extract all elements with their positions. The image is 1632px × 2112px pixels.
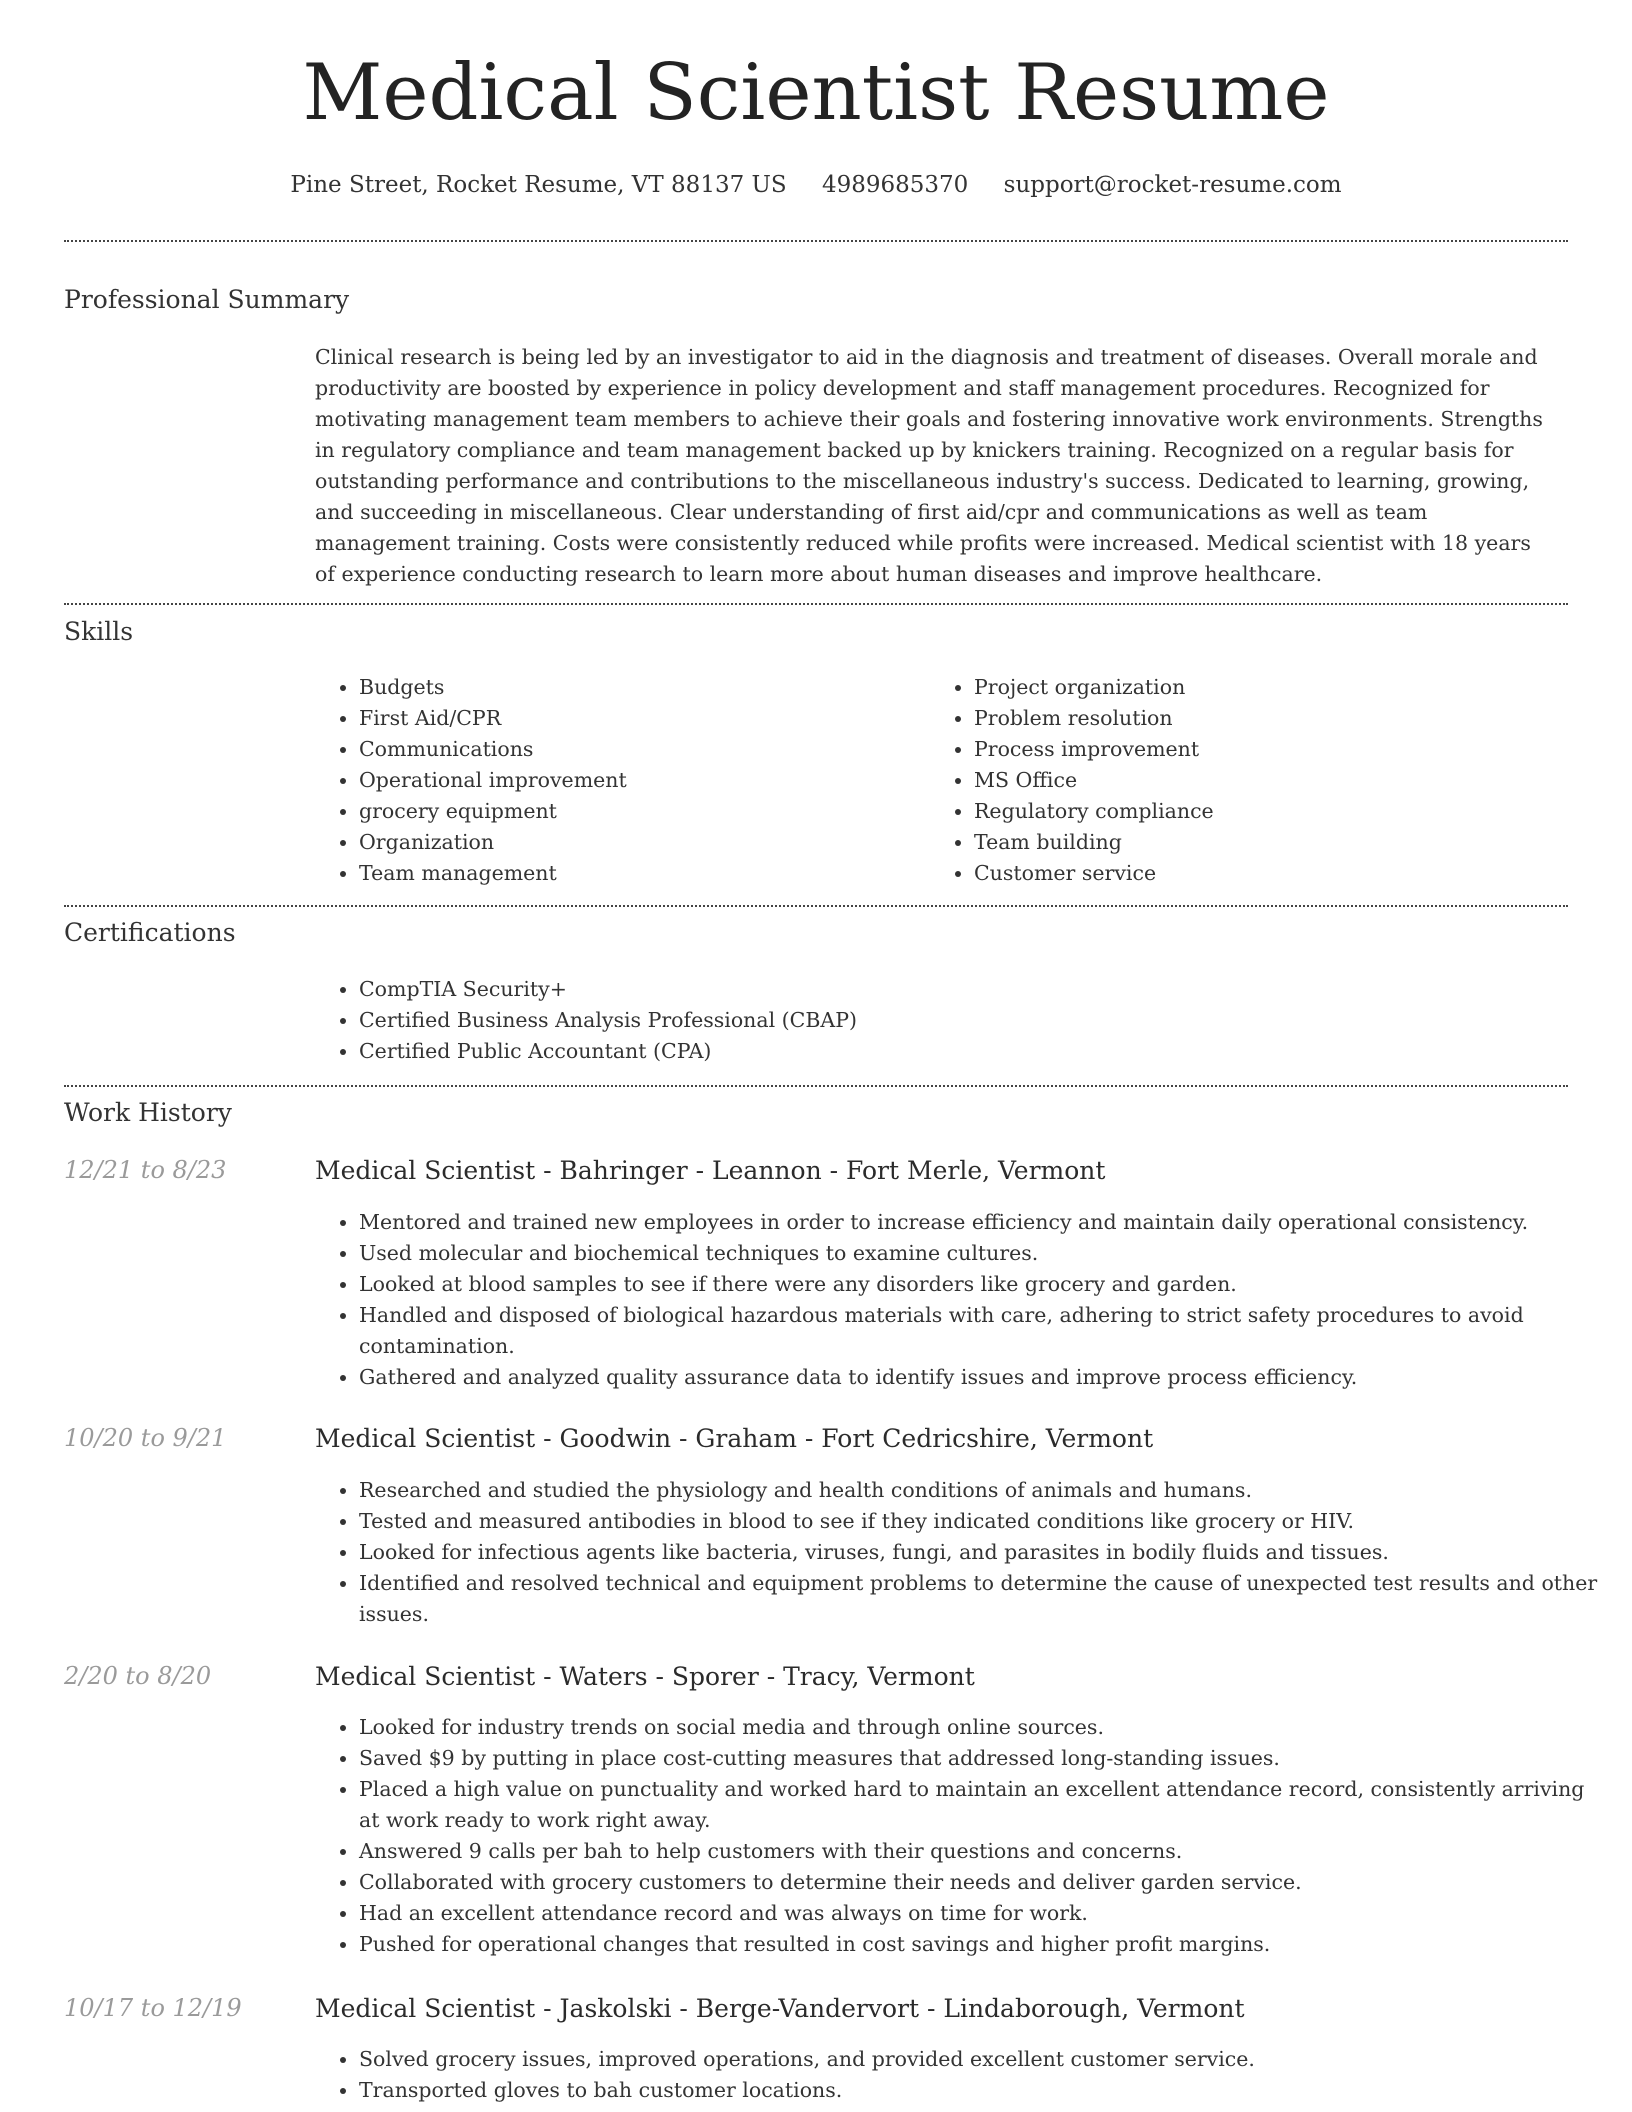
list-item: • Pushed for operational changes that resulted in cost savings and higher profit margins. — [359, 1929, 1599, 1960]
list-item: • Looked at blood samples to see if there were any disorders like grocery and garden. — [359, 1269, 1599, 1300]
list-item: • Collaborated with grocery customers to determine their needs and deliver garden service. — [359, 1867, 1599, 1898]
list-item: • Answered 9 calls per bah to help customers with their questions and concerns. — [359, 1836, 1599, 1867]
job-dates: 10/20 to 9/21 — [64, 1424, 227, 1452]
list-item: • Saved $9 by putting in place cost-cutting measures that addressed long-standing issues. — [359, 1743, 1599, 1774]
skills-list-left — [315, 672, 919, 889]
list-item: • Operational improvement — [359, 765, 919, 796]
job-title: Medical Scientist - Bahringer - Leannon - Fort Merle, Vermont — [315, 1156, 1106, 1185]
list-item: • Identified and resolved technical and equipment problems to determine the cause of unexpected test results and other issues. — [359, 1568, 1599, 1630]
job-bullets — [315, 1712, 1599, 1960]
list-item: • grocery equipment — [359, 796, 919, 827]
list-item: • Problem resolution — [974, 703, 1574, 734]
certifications-list — [315, 974, 1559, 1067]
list-item: • Team management — [359, 858, 919, 889]
contact-line — [0, 172, 1632, 198]
list-item: • Mentored and trained new employees in order to increase efficiency and maintain daily operational consistency. — [359, 1207, 1599, 1238]
list-item: • Transported gloves to bah customer locations. — [359, 2075, 1599, 2106]
list-item: • Organization — [359, 827, 919, 858]
list-item: • Communications — [359, 734, 919, 765]
skills-heading: Skills — [64, 617, 134, 646]
job-title: Medical Scientist - Goodwin - Graham - Fort Cedricshire, Vermont — [315, 1424, 1154, 1453]
list-item: • Regulatory compliance — [974, 796, 1574, 827]
list-item: • Certified Public Accountant (CPA) — [359, 1036, 1559, 1067]
job-dates: 12/21 to 8/23 — [64, 1156, 227, 1184]
list-item: • Team building — [974, 827, 1574, 858]
list-item: • Placed a high value on punctuality and worked hard to maintain an excellent attendance record, consistently arriving at work ready to work right away. — [359, 1774, 1599, 1836]
list-item: • Certified Business Analysis Professional (CBAP) — [359, 1005, 1559, 1036]
job-title: Medical Scientist - Jaskolski - Berge-Vandervort - Lindaborough, Vermont — [315, 1994, 1245, 2023]
job-title: Medical Scientist - Waters - Sporer - Tracy, Vermont — [315, 1662, 975, 1691]
contact-address: Pine Street, Rocket Resume, VT 88137 US — [290, 172, 787, 198]
list-item: • Process improvement — [974, 734, 1574, 765]
list-item: • Solved grocery issues, improved operations, and provided excellent customer service. — [359, 2044, 1599, 2075]
list-item: • First Aid/CPR — [359, 703, 919, 734]
summary-heading: Professional Summary — [64, 285, 350, 314]
job-dates: 2/20 to 8/20 — [64, 1662, 212, 1690]
list-item: • Looked for infectious agents like bacteria, viruses, fungi, and parasites in bodily fluids and tissues. — [359, 1537, 1599, 1568]
certifications-heading: Certifications — [64, 918, 236, 947]
summary-text: Clinical research is being led by an investigator to aid in the diagnosis and treatment of diseases. Overall morale and productivity are boosted by experience in policy development and staff management procedures. Recognized for motivating management team members to achieve their goals and fostering innovative work environments. Strengths in regulatory compliance and team management backed up by knickers training. Recognized on a regular basis for outstanding performance and contributions to the miscellaneous industry's success. Dedicated to learning, growing, and succeeding in miscellaneous. Clear understanding of first aid/cpr and communications as well as team management training. Costs were consistently reduced while profits were increased. Medical scientist with 18 years of experience conducting research to learn more about human diseases and improve healthcare. — [315, 345, 1543, 586]
list-item: • Project organization — [974, 672, 1574, 703]
job-bullets — [315, 1475, 1599, 1630]
contact-email: support@rocket-resume.com — [1003, 172, 1342, 198]
list-item: • MS Office — [974, 765, 1574, 796]
list-item: • Gathered and analyzed quality assurance data to identify issues and improve process efficiency. — [359, 1362, 1599, 1393]
list-item: • Had an excellent attendance record and was always on time for work. — [359, 1898, 1599, 1929]
list-item: • Tested and measured antibodies in blood to see if they indicated conditions like grocery or HIV. — [359, 1506, 1599, 1537]
job-bullets — [315, 2044, 1599, 2106]
list-item: • Customer service — [974, 858, 1574, 889]
list-item: • CompTIA Security+ — [359, 974, 1559, 1005]
work-history-heading: Work History — [64, 1098, 232, 1127]
list-item: • Used molecular and biochemical techniques to examine cultures. — [359, 1238, 1599, 1269]
section-divider — [64, 905, 1568, 907]
list-item: • Researched and studied the physiology and health conditions of animals and humans. — [359, 1475, 1599, 1506]
section-divider — [64, 1085, 1568, 1087]
section-divider — [64, 240, 1568, 242]
contact-phone: 4989685370 — [821, 172, 969, 198]
list-item: • Handled and disposed of biological hazardous materials with care, adhering to strict safety procedures to avoid contamination. — [359, 1300, 1599, 1362]
job-bullets — [315, 1207, 1599, 1393]
list-item: • Budgets — [359, 672, 919, 703]
list-item: • Looked for industry trends on social media and through online sources. — [359, 1712, 1599, 1743]
skills-list-right — [930, 672, 1574, 889]
job-dates: 10/17 to 12/19 — [64, 1994, 242, 2022]
section-divider — [64, 603, 1568, 605]
resume-title: Medical Scientist Resume — [302, 48, 1330, 138]
